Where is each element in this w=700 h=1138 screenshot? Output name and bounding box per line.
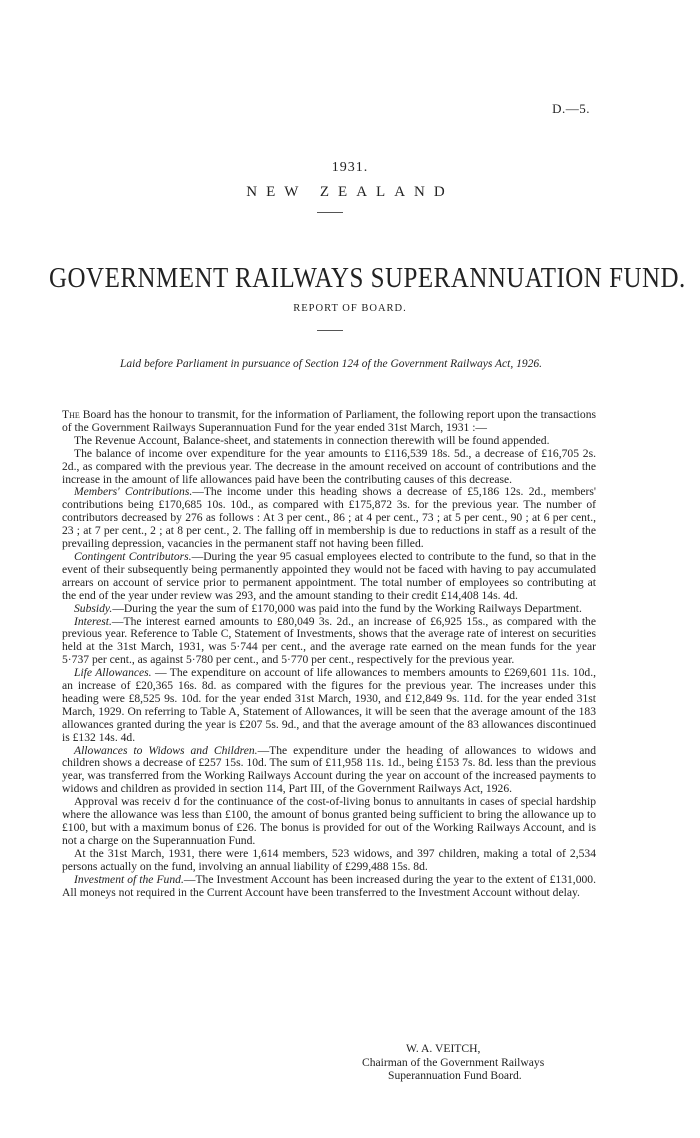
document-title: GOVERNMENT RAILWAYS SUPERANNUATION FUND. [49,262,686,294]
paragraph: Life Allowances. — The expenditure on account of life allowances to members amounts to £269,601 11s. 10d., an increase of £20,365 16s. 8d. as compared with the figures for the previous year. The increases under this heading were £8,525 9s. 10d. for the year ended 31st March, 1930, and £12,849 9s. 11d. for the year ended 31st March, 1929. On referring to Table A, Statement of Allowances, it will be seen that the average amount of the 183 allowances granted during the year is £207 5s. 9d., and that the average amount of the 83 allowances discontinued is £132 14s. 4d. [62,666,596,744]
paragraph: The balance of income over expenditure for the year amounts to £116,539 18s. 5d., a decrease of £16,705 2s. 2d., as compared with the previous year. The decrease in the amount received on account of contributions and the increase in the amount of life allowances paid have been the contributing causes of this decrease. [62,446,596,486]
paragraph-heading: Life Allowances. [74,666,152,680]
paragraph-heading: Allowances to Widows and Children. [74,743,258,757]
laid-before-statement: Laid before Parliament in pursuance of Section 124 of the Government Railways Act, 1926. [120,358,542,370]
signatory-role: Chairman of the Government Railways [362,1055,545,1069]
paragraph: Interest.—The interest earned amounts to £80,049 3s. 2d., an increase of £6,925 15s., as compared with the previous year. Reference to Table C, Statement of Investments, shows that the average rate of interest on securities held at the 31st March, 1931, was 5·744 per cent., and the average rate earned on the mean funds for the year 5·737 per cent., as against 5·780 per cent., and 5·770 per cent., respectively for the previous year. [62,614,596,667]
paragraph: Approval was receiv d for the continuance of the cost-of-living bonus to annuitants in cases of special hardship where the allowance was less than £100, the amount of bonus granted being sufficient to bring the allowance up to £100, but with a maximum bonus of £26. The bonus is provided for out of the Working Railways Account, and is not a charge on the Superannuation Fund. [62,795,596,847]
divider-rule [317,330,343,331]
report-body [62,409,596,899]
signature-block [362,1042,582,1083]
paragraph-heading: Investment of the Fund. [74,872,184,886]
signatory-name: W. A. VEITCH, [406,1042,481,1055]
divider-rule [317,212,343,213]
paragraph: The Board has the honour to transmit, for the information of Parliament, the following report upon the transactions of the Government Railways Superannuation Fund for the year ended 31st March, 1931 :— [62,408,596,434]
signatory-role-continued: Superannuation Fund Board. [388,1069,522,1082]
paragraph: Subsidy.—During the year the sum of £170,000 was paid into the fund by the Working Railways Department. [74,601,582,615]
paragraph: The Revenue Account, Balance-sheet, and statements in connection therewith will be found appended. [74,433,550,447]
paragraph: Investment of the Fund.—The Investment Account has been increased during the year to the extent of £131,000. All moneys not required in the Current Account have been transferred to the Investment Account without delay. [62,872,596,899]
paragraph: At the 31st March, 1931, there were 1,614 members, 523 widows, and 397 children, making a total of 2,534 persons actually on the fund, involving an annual liability of £299,488 15s. 8d. [62,846,596,873]
paragraph-heading: Members' Contributions. [74,485,193,499]
country-heading: NEW ZEALAND [246,184,454,200]
publication-year: 1931. [331,160,369,175]
document-subtitle: REPORT OF BOARD. [293,303,407,314]
document-reference: D.—5. [552,101,590,116]
paragraph-heading: Subsidy. [74,601,113,615]
paragraph-heading: Contingent Contributors. [74,549,192,563]
paragraph: Allowances to Widows and Children.—The expenditure under the heading of allowances to widows and children shows a decrease of £257 15s. 10d. The sum of £11,958 11s. 1d., being £153 7s. 8d. less than the previous year, was transferred from the Working Railways Account during the year on account of the increased payments to widows and children as provided in section 114, Part III, of the Government Railways Act, 1926. [62,743,596,796]
paragraph: Contingent Contributors.—During the year 95 casual employees elected to contribute to the fund, so that in the event of their subsequently being permanently appointed they would not be faced with having to pay accumulated arrears on account of service prior to permanent appointment. The total number of employees so contributing at the end of the year under review was 293, and the amount standing to their credit £14,408 14s. 4d. [62,549,596,602]
paragraph-heading: Interest. [74,614,112,628]
paragraph: Members' Contributions.—The income under this heading shows a decrease of £5,186 12s. 2d., members' contributions being £170,685 10s. 10d., as compared with £175,872 3s. for the previous year. The number of contributors decreased by 276 as follows : At 3 per cent., 86 ; at 4 per cent., 73 ; at 5 per cent., 90 ; at 6 per cent., 23 ; at 7 per cent., 2 ; at 8 per cent., 2. The falling off in membership is due to reductions in staff as a result of the prevailing depression, vacancies in the permanent staff not having been filled. [62,485,596,551]
